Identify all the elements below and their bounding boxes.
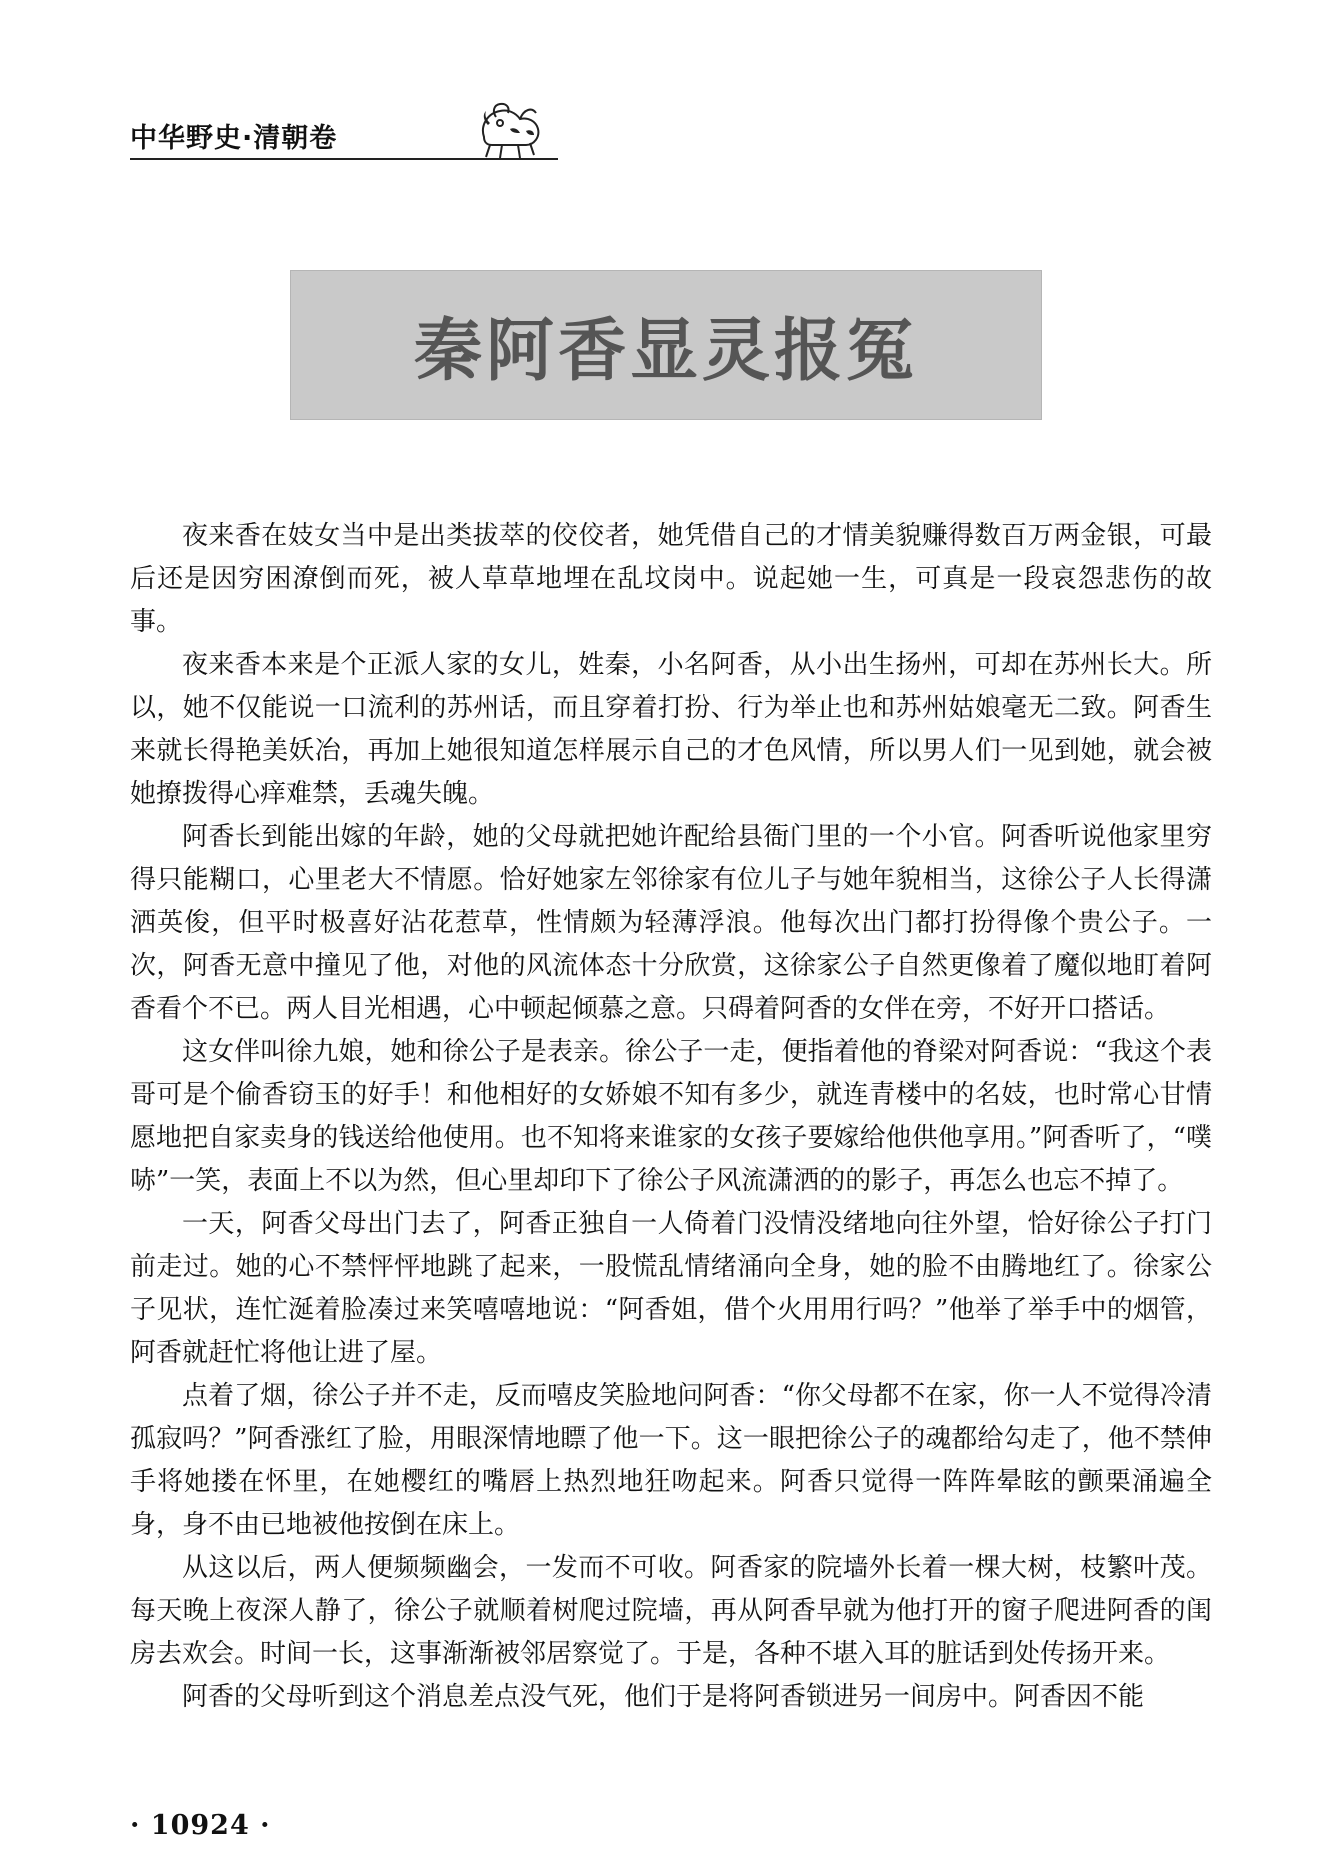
article-title-box bbox=[290, 270, 1042, 420]
page-number: · 10924 · bbox=[130, 1810, 271, 1841]
body-paragraph: 阿香的父母听到这个消息差点没气死，他们于是将阿香锁进另一间房中。阿香因不能 bbox=[182, 1682, 1145, 1712]
body-paragraph: 一天，阿香父母出门去了，阿香正独自一人倚着门没情没绪地向往外望，恰好徐公子打门前走过。她的心不禁怦怦地跳了起来，一股慌乱情绪涌向全身，她的脸不由腾地红了。徐家公子见状，连忙涎着脸凑过来笑嘻嘻地说：“阿香姐，借个火用用行吗？”他举了举手中的烟管，阿香就赶忙将他让进了屋。 bbox=[130, 1209, 1212, 1368]
article-title: 秦阿香显灵报冤 bbox=[413, 310, 918, 391]
body-paragraph: 这女伴叫徐九娘，她和徐公子是表亲。徐公子一走，便指着他的脊梁对阿香说：“我这个表哥可是个偷香窃玉的好手！和他相好的女娇娘不知有多少，就连青楼中的名妓，也时常心甘情愿地把自家卖身的钱送给他使用。也不知将来谁家的女孩子要嫁给他供他享用。”阿香听了，“噗哧”一笑，表面上不以为然，但心里却印下了徐公子风流潇洒的的影子，再怎么也忘不掉了。 bbox=[130, 1037, 1212, 1196]
article-body bbox=[130, 515, 1212, 1719]
body-paragraph: 从这以后，两人便频频幽会，一发而不可收。阿香家的院墙外长着一棵大树，枝繁叶茂。每天晚上夜深人静了，徐公子就顺着树爬过院墙，再从阿香早就为他打开的窗子爬进阿香的闺房去欢会。时间一长，这事渐渐被邻居察觉了。于是，各种不堪入耳的脏话到处传扬开来。 bbox=[130, 1553, 1212, 1669]
body-paragraph: 夜来香本来是个正派人家的女儿，姓秦，小名阿香，从小出生扬州，可却在苏州长大。所以，她不仅能说一口流利的苏州话，而且穿着打扮、行为举止也和苏州姑娘毫无二致。阿香生来就长得艳美妖冶，再加上她很知道怎样展示自己的才色风情，所以男人们一见到她，就会被她撩拨得心痒难禁，丢魂失魄。 bbox=[130, 650, 1212, 809]
body-paragraph: 夜来香在妓女当中是出类拔萃的佼佼者，她凭借自己的才情美貌赚得数百万两金银，可最后还是因穷困潦倒而死，被人草草地埋在乱坟岗中。说起她一生，可真是一段哀怨悲伤的故事。 bbox=[130, 521, 1212, 637]
body-paragraph: 阿香长到能出嫁的年龄，她的父母就把她许配给县衙门里的一个小官。阿香听说他家里穷得只能糊口，心里老大不情愿。恰好她家左邻徐家有位儿子与她年貌相当，这徐公子人长得潇洒英俊，但平时极喜好沾花惹草，性情颇为轻薄浮浪。他每次出门都打扮得像个贵公子。一次，阿香无意中撞见了他，对他的风流体态十分欣赏，这徐家公子自然更像着了魔似地盯着阿香看个不已。两人目光相遇，心中顿起倾慕之意。只碍着阿香的女伴在旁，不好开口搭话。 bbox=[130, 822, 1212, 1024]
lion-ornament-icon bbox=[470, 95, 550, 165]
book-series-title: 中华野史·清朝卷 bbox=[130, 123, 338, 154]
body-paragraph: 点着了烟，徐公子并不走，反而嘻皮笑脸地问阿香：“你父母都不在家，你一人不觉得冷清孤寂吗？”阿香涨红了脸，用眼深情地瞟了他一下。这一眼把徐公子的魂都给勾走了，他不禁伸手将她搂在怀里，在她樱红的嘴唇上热烈地狂吻起来。阿香只觉得一阵阵晕眩的颤栗涌遍全身，身不由已地被他按倒在床上。 bbox=[130, 1381, 1212, 1540]
